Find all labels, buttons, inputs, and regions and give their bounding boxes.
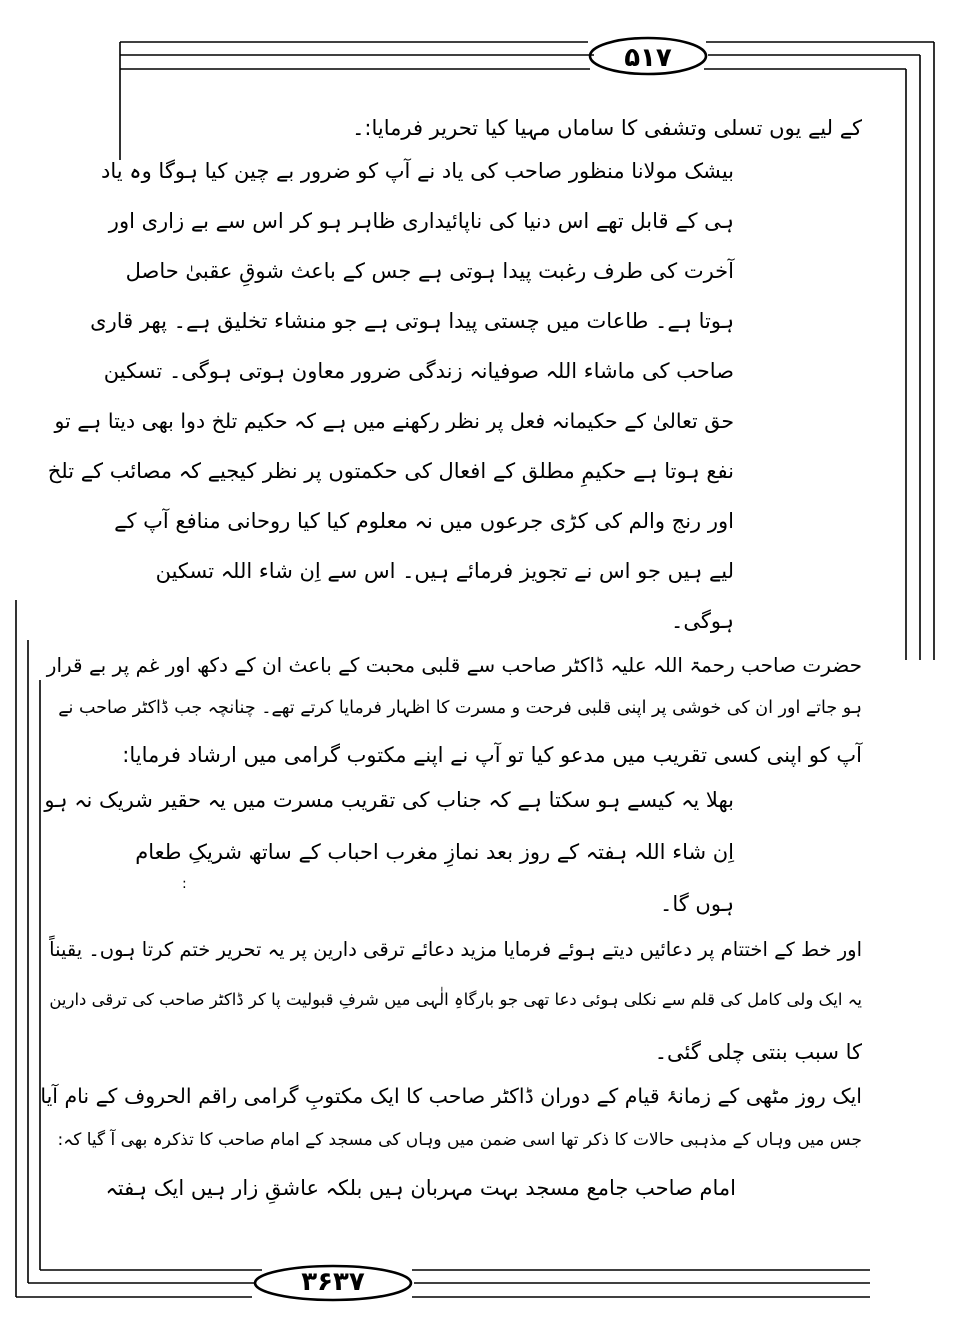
quote-line: بیشک مولانا منظور صاحب کی یاد نے آپ کو ضرور بے چین کیا ہوگا وہ یاد [101,159,734,183]
quote-line: ہوتا ہے۔ طاعات میں چستی پیدا ہوتی ہے جو منشاء تخلیق ہے۔ پھر قاری [90,309,734,333]
quote-line: امام صاحب جامع مسجد بہت مہربان ہیں بلکہ عاشقِ زار ہیں ایک ہفتہ [105,1176,736,1200]
paragraph-line: کا سبب بنتی چلی گئی۔ [654,1040,862,1064]
quote-line: اِن شاء اللہ ہفتہ کے روز بعد نمازِ مغرب احباب کے ساتھ شریکِ طعام [135,840,734,864]
quote-line: ہی کے قابل تھے اس دنیا کی ناپائیداری ظاہر ہو کر اس سے بے زاری اور [108,209,734,233]
quote-line: بھلا یہ کیسے ہو سکتا ہے کہ جناب کی تقریب مسرت میں یہ حقیر شریک نہ ہو [44,788,734,812]
quote-line: صاحب کی ماشاء اللہ صوفیانہ زندگی ضرور معاون ہوتی ہوگی۔ تسکین [103,359,734,383]
quote-line: ہوگی۔ [671,609,734,633]
page-number-bottom: ۳۶۳۷ [301,1267,365,1297]
page-number-top: ۵۱۷ [624,43,672,73]
quote-line: اور رنج والم کی کڑی جرعوں میں نہ معلوم کیا کیا روحانی منافع آپ کے [114,509,734,533]
quote-line: ہوں گا۔ [660,892,734,916]
paragraph-line: آپ کو اپنی کسی تقریب میں مدعو کیا تو آپ نے اپنے مکتوب گرامی میں ارشاد فرمایا: [122,743,862,767]
paragraph-line: جس میں وہاں کے مذہبی حالات کا ذکر تھا اسی ضمن میں وہاں کی مسجد کے امام صاحب کا تذکرہ بھی آ گیا کہ: [57,1130,862,1150]
quote-line: حق تعالیٰ کے حکیمانہ فعل پر نظر رکھنے میں ہے کہ حکیم تلخ دوا بھی دیتا ہے تو [54,409,734,433]
paragraph-line: حضرت صاحب رحمۃ اللہ علیہ ڈاکٹر صاحب سے قلبی محبت کے باعث ان کے دکھ اور غم پر بے قرار [46,653,862,677]
quote-line: نفع ہوتا ہے حکیمِ مطلق کے افعال کی حکمتوں پر نظر کیجیے کہ مصائب کے تلخ [47,459,734,483]
paragraph-line: ایک روز مٹھی کے زمانۂ قیام کے دوران ڈاکٹر صاحب کا ایک مکتوبِ گرامی راقم الحروف کے نام آیا [40,1084,862,1108]
quote-line: آخرت کی طرف رغبت پیدا ہوتی ہے جس کے باعث شوقِ عقبیٰ حاصل [125,259,734,283]
paragraph-line: ہو جاتے اور ان کی خوشی پر اپنی قلبی فرحت و مسرت کا اظہار فرمایا کرتے تھے۔ چنانچہ جب ڈاکٹر صاحب نے [58,698,862,718]
text-line: کے لیے یوں تسلی وتشفی کا ساماں مہیا کیا تحریر فرمایا:۔ [352,116,862,140]
paragraph-line: اور خط کے اختتام پر دعائیں دیتے ہوئے فرمایا مزید دعائے ترقی دارین پر یہ تحریر ختم کرتا ہوں۔ یقیناً [49,938,862,961]
quote-line: لیے ہیں جو اس نے تجویز فرمائے ہیں۔ اس سے اِن شاء اللہ تسکین [155,559,734,583]
svg-text::: : [182,876,187,892]
paragraph-line: یہ ایک ولی کامل کی قلم سے نکلی ہوئی دعا تھی جو بارگاہِ الٰہی میں شرفِ قبولیت پا کر ڈاکٹر صاحب کی ترقی دارین [49,990,862,1009]
